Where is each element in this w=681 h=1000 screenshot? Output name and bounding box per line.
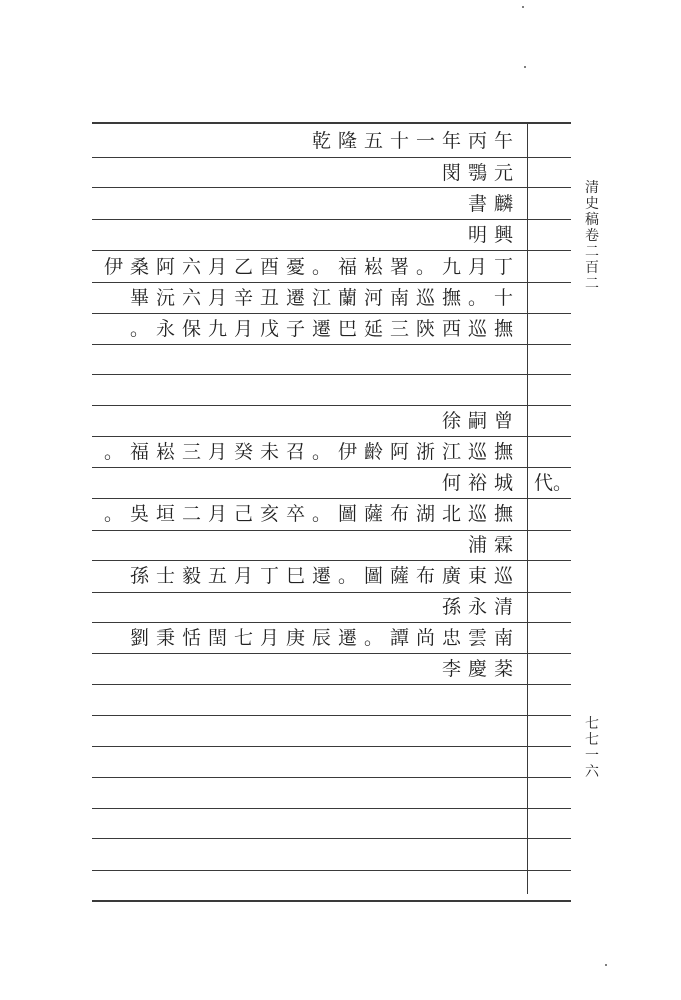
table-row [96,778,526,808]
table-row [96,252,526,282]
margin-tick [527,653,571,654]
margin-tick [527,622,571,623]
margin-tick [527,777,571,778]
margin-tick [527,219,571,220]
table-right-rule [527,124,528,894]
table-row [96,314,526,344]
row-divider [92,250,527,251]
table-row [96,592,526,622]
row-text: 徐嗣曾 [441,410,520,432]
table-row [96,437,526,467]
row-text: 何裕城 [441,472,520,494]
table-row [96,654,526,684]
scan-speck [522,6,524,8]
row-text: 孫士毅五月丁巳遷。圖薩布廣東巡 [129,565,520,587]
running-header: 清史稿卷二百二 [585,180,599,292]
row-text: 劉秉恬閏七月庚辰遷。譚尚忠雲南 [129,627,520,649]
margin-tick [527,684,571,685]
row-text: 浦霖 [467,534,520,556]
table-row [96,406,526,436]
margin-tick [527,838,571,839]
table-row [96,685,526,715]
bottom-border [92,900,571,902]
row-text: 孫永清 [441,596,520,618]
margin-tick [527,374,571,375]
row-text: 閔鶚元 [441,162,520,184]
table-row [96,220,526,250]
table-row [96,561,526,591]
scan-speck [605,964,607,966]
margin-tick [527,746,571,747]
top-border [92,122,571,124]
margin-tick [527,715,571,716]
table-row [96,747,526,777]
row-text: 伊桑阿六月乙酉憂。福崧署。九月丁 [103,256,520,278]
margin-tick [527,808,571,809]
table-row [96,530,526,560]
table-row [96,623,526,653]
table-row [96,839,526,869]
row-text: 畢沅六月辛丑遷江蘭河南巡撫。十 [129,287,520,309]
scan-speck [524,66,526,68]
margin-tick [527,344,571,345]
row-text: 明興 [467,224,520,246]
table-row [96,499,526,529]
row-text: 李慶棻 [441,658,520,680]
page-number: 七七一六 [585,716,599,780]
margin-tick [527,313,571,314]
margin-note: 代。 [533,472,572,494]
table-row [96,468,526,498]
margin-tick [527,498,571,499]
table-row [96,283,526,313]
row-divider [92,870,527,871]
table-row [96,126,526,156]
row-text: 乾隆五十一年丙午 [311,130,520,152]
table-row [96,716,526,746]
margin-tick [527,530,571,531]
margin-tick [527,157,571,158]
margin-tick [527,282,571,283]
margin-tick [527,405,571,406]
margin-tick [527,870,571,871]
margin-tick [527,250,571,251]
margin-tick [527,592,571,593]
row-text: 書麟 [467,193,520,215]
row-text: 吳垣二月己亥卒。圖薩布湖北巡撫。 [103,503,520,525]
margin-tick [527,187,571,188]
table-row [96,375,526,405]
margin-tick [527,560,571,561]
table-row [96,344,526,374]
row-text: 永保九月戊子遷巴延三陝西巡撫。 [129,318,520,340]
table-row [96,808,526,838]
table-row [96,189,526,219]
margin-tick [527,436,571,437]
table-row [96,158,526,188]
row-text: 福崧三月癸未召。伊齡阿浙江巡撫。 [103,441,520,463]
